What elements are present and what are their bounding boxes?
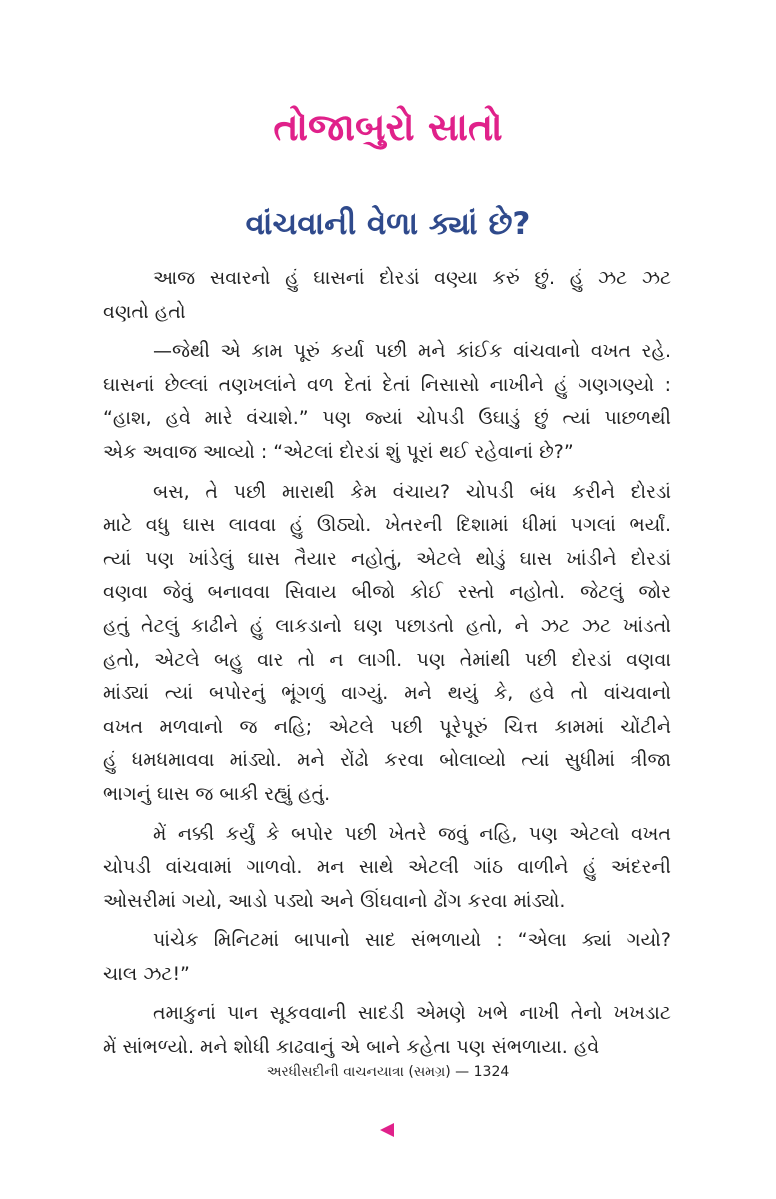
text-line: ઘાસનાં છેલ્લાં તણખલાંને વળ દેતાં દેતાં નિસાસો નાખીને હું ગણગણ્યો : xyxy=(103,373,671,396)
chapter-author-title: તોજાબુરો સાતો xyxy=(273,105,503,149)
text-line: “હાશ, હવે મારે વંચાશે.” પણ જ્યાં ચોપડી ઉઘાડું છું ત્યાં પાછળથી xyxy=(103,407,671,430)
paragraph xyxy=(103,262,671,329)
body-text xyxy=(103,262,671,1071)
text-line: એક અવાજ આવ્યો : “એટલાં દોરડાં શું પૂરાં થઈ રહેવાનાં છે?” xyxy=(103,440,574,463)
text-line: ઓસરીમાં ગયો, આડો પડ્યો અને ઊંઘવાનો ઢોંગ કરવા માંડ્યો. xyxy=(103,889,566,912)
text-line: વણવા જેવું બનાવવા સિવાય બીજો કોઈ રસ્તો નહોતો. જેટલું જોર xyxy=(103,581,671,604)
text-line: મેં સાંભળ્યો. મને શોધી કાઢવાનું એ બાને કહેતા પણ સંભળાયા. હવે xyxy=(103,1036,600,1059)
text-line: વણતો હતો xyxy=(103,300,186,323)
text-line: ચાલ ઝટ!” xyxy=(103,962,190,985)
text-line: પાંચેક મિનિટમાં બાપાનો સાદ સંભળાયો : “એલા ક્યાં ગયો? xyxy=(153,929,671,952)
paragraph xyxy=(103,335,671,469)
text-line: હું ધમધમાવવા માંડ્યો. મને રોંઢો કરવા બોલાવ્યો ત્યાં સુધીમાં ત્રીજા xyxy=(103,749,671,772)
paragraph xyxy=(103,818,671,919)
text-line: ત્યાં પણ ખાંડેલું ઘાસ તૈયાર નહોતું, એટલે થોડું ઘાસ ખાંડીને દોરડાં xyxy=(103,547,671,570)
text-line: હતો, એટલે બહુ વાર તો ન લાગી. પણ તેમાંથી પછી દોરડાં વણવા xyxy=(103,648,671,671)
text-line: વખત મળવાનો જ નહિ; એટલે પછી પૂરેપૂરું ચિત્ત કામમાં ચોંટીને xyxy=(103,715,671,738)
chapter-title: વાંચવાની વેળા ક્યાં છે? xyxy=(245,206,531,242)
text-line: મેં નક્કી કર્યું કે બપોર પછી ખેતરે જવું નહિ, પણ એટલો વખત xyxy=(153,822,671,845)
text-line: હતું તેટલું કાઢીને હું લાકડાનો ઘણ પછાડતો હતો, ને ઝટ ઝટ ખાંડતો xyxy=(103,614,671,637)
text-line: —જેથી એ કામ પૂરું કર્યા પછી મને કાંઈક વાંચવાનો વખત રહે. xyxy=(153,340,671,363)
text-line: આજ સવારનો હું ઘાસનાં દોરડાં વણ્યા કરું છું. હું ઝટ ઝટ xyxy=(153,267,671,289)
text-line: માટે વધુ ઘાસ લાવવા હું ઊઠ્યો. ખેતરની દિશામાં ધીમાં પગલાં ભર્યાં. xyxy=(103,514,671,537)
text-line: માંડ્યાં ત્યાં બપોરનું ભૂંગળું વાગ્યું. મને થયું કે, હવે તો વાંચવાનો xyxy=(103,682,671,705)
paragraph xyxy=(103,997,671,1064)
paragraph xyxy=(103,924,671,991)
previous-page-arrow-icon[interactable] xyxy=(380,1123,394,1137)
text-line: બસ, તે પછી મારાથી કેમ વંચાય? ચોપડી બંધ કરીને દોરડાં xyxy=(153,480,671,503)
paragraph xyxy=(103,476,671,812)
page-footer: અરધીસદીની વાચનયાત્રા (સમગ્ર) — 1324 xyxy=(266,1064,510,1080)
text-line: તમાકુનાં પાન સૂકવવાની સાદડી એમણે ખભે નાખી તેનો ખખડાટ xyxy=(153,1002,671,1025)
text-line: ચોપડી વાંચવામાં ગાળવો. મન સાથે એટલી ગાંઠ વાળીને હું અંદરની xyxy=(103,856,671,879)
text-line: ભાગનું ઘાસ જ બાકી રહ્યું હતું. xyxy=(103,782,331,805)
